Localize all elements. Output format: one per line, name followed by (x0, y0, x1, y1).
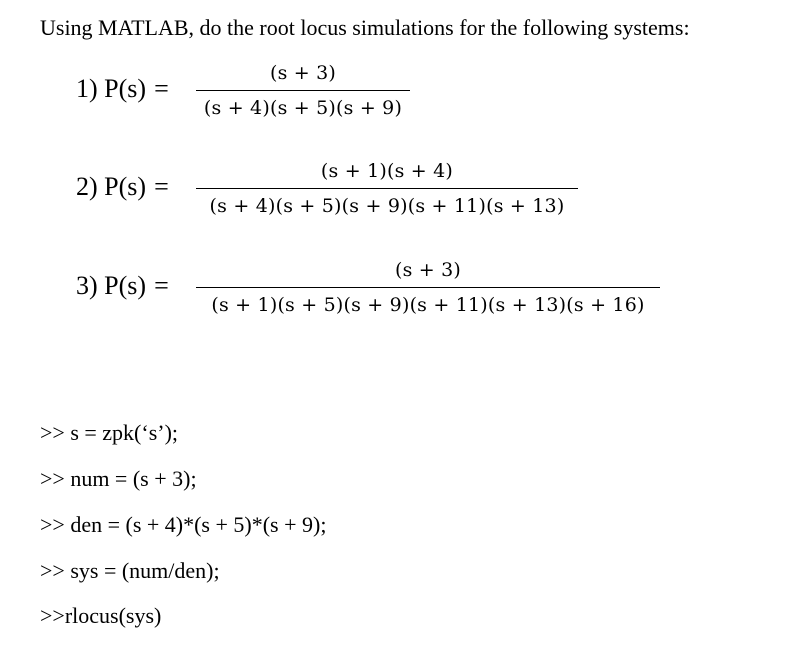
equation-3-fraction-bar (196, 287, 660, 288)
intro-text: Using MATLAB, do the root locus simulations for the following systems: (40, 15, 690, 40)
equation-1-label (76, 74, 169, 104)
equation-2-name: 2) P(s) (76, 172, 147, 201)
equation-2-denominator: (s + 4)(s + 5)(s + 9)(s + 11)(s + 13) (209, 195, 565, 217)
equation-2-fraction (196, 158, 578, 224)
equation-1-equals: = (154, 74, 169, 103)
equation-1-name: 1) P(s) (76, 74, 147, 103)
code-line-5: >>rlocus(sys) (40, 603, 162, 628)
equation-1-denominator: (s + 4)(s + 5)(s + 9) (203, 97, 403, 119)
equation-1-fraction (196, 60, 410, 126)
equation-3-denominator: (s + 1)(s + 5)(s + 9)(s + 11)(s + 13)(s + 16) (211, 294, 645, 316)
equation-1-fraction-bar (196, 90, 410, 91)
equation-2-fraction-bar (196, 188, 578, 189)
equation-3-equals: = (154, 271, 169, 300)
equation-1-numerator: (s + 3) (269, 62, 337, 84)
equation-2-equals: = (154, 172, 169, 201)
code-line-4: >> sys = (num/den); (40, 558, 220, 583)
equation-3-label (76, 271, 169, 301)
code-line-3: >> den = (s + 4)*(s + 5)*(s + 9); (40, 512, 327, 537)
code-line-1: >> s = zpk(‘s’); (40, 420, 179, 445)
code-line-2: >> num = (s + 3); (40, 466, 197, 491)
equation-2-label (76, 172, 169, 202)
equation-3-fraction (196, 257, 660, 323)
equation-3-name: 3) P(s) (76, 271, 147, 300)
equation-2-numerator: (s + 1)(s + 4) (320, 160, 454, 182)
equation-3-numerator: (s + 3) (394, 259, 462, 281)
